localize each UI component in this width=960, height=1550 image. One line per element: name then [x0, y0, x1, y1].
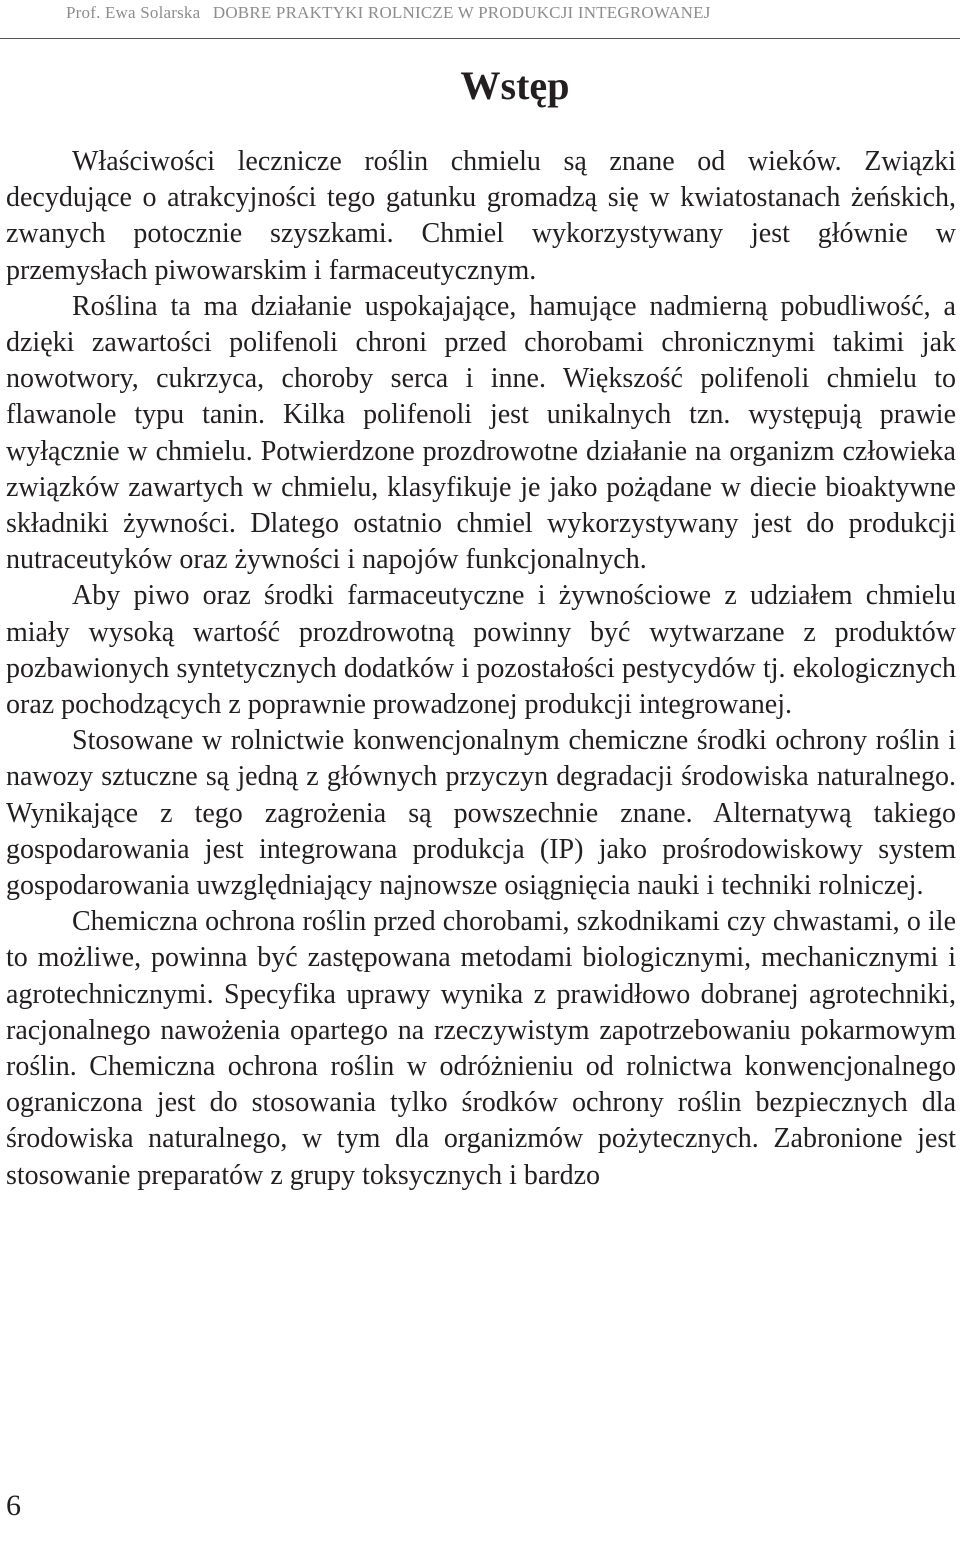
- paragraph: Roślina ta ma działanie uspokajające, hamujące nadmierną pobudliwość, a dzięki zawartości polifenoli chroni przed chorobami chronicznymi takimi jak nowotwory, cukrzyca, choroby serca i inne. Większość polifenoli chmielu to flawanole typu tanin. Kilka polifenoli jest unikalnych tzn. występują prawie wyłącznie w chmielu. Potwierdzone prozdrowotne działanie na organizm człowieka związków zawartych w chmielu, klasyfikuje je jako pożądane w diecie bioaktywne składniki żywności. Dlatego ostatnio chmiel wykorzystywany jest do produkcji nutraceutyków oraz żywności i napojów funkcjonalnych.: [6, 290, 956, 576]
- page-number: 6: [6, 1489, 21, 1522]
- paragraph: Stosowane w rolnictwie konwencjonalnym chemiczne środki ochrony roślin i nawozy sztuczne są jedną z głównych przyczyn degradacji środowiska naturalnego. Wynikające z tego zagrożenia są powszechnie znane. Alternatywą takiego gospodarowania jest integrowana produkcja (IP) jako prośrodowiskowy system gospodarowania uwzględniający najnowsze osiągnięcia nauki i techniki rolniczej.: [6, 725, 956, 902]
- paragraph: Chemiczna ochrona roślin przed chorobami, szkodnikami czy chwastami, o ile to możliwe, powinna być zastępowana metodami biologicznymi, mechanicznymi i agrotechnicznymi. Specyfika uprawy wynika z prawidłowo dobranej agrotechniki, racjonalnego nawożenia opartego na rzeczywistym zapotrzebowaniu pokarmowym roślin. Chemiczna ochrona roślin w odróżnieniu od rolnictwa konwencjonalnego ograniczona jest do stosowania tylko środków ochrony roślin bezpiecznych dla środowiska naturalnego, w tym dla organizmów pożytecznych. Zabronione jest stosowanie preparatów z grupy toksycznych i bardzo: [6, 906, 956, 1191]
- header-rule: [0, 38, 960, 39]
- running-header: [66, 0, 711, 30]
- header-author: Prof. Ewa Solarska: [66, 3, 201, 22]
- header-book-title: DOBRE PRAKTYKI ROLNICZE W PRODUKCJI INTEGROWANEJ: [212, 3, 711, 22]
- paragraph: Właściwości lecznicze roślin chmielu są znane od wieków. Związki decydujące o atrakcyjności tego gatunku gromadzą się w kwiatostanach żeńskich, zwanych potocznie szyszkami. Chmiel wykorzystywany jest głównie w przemysłach piwowarskim i farmaceutycznym.: [6, 146, 956, 286]
- body-text: [6, 144, 956, 1194]
- paragraph: Aby piwo oraz środki farmaceutyczne i żywnościowe z udziałem chmielu miały wysoką wartość prozdrowotną powinny być wytwarzane z produktów pozbawionych syntetycznych dodatków i pozostałości pestycydów tj. ekologicznych oraz pochodzących z poprawnie prowadzonej produkcji integrowanej.: [6, 580, 956, 721]
- page-title: Wstęp: [460, 63, 570, 108]
